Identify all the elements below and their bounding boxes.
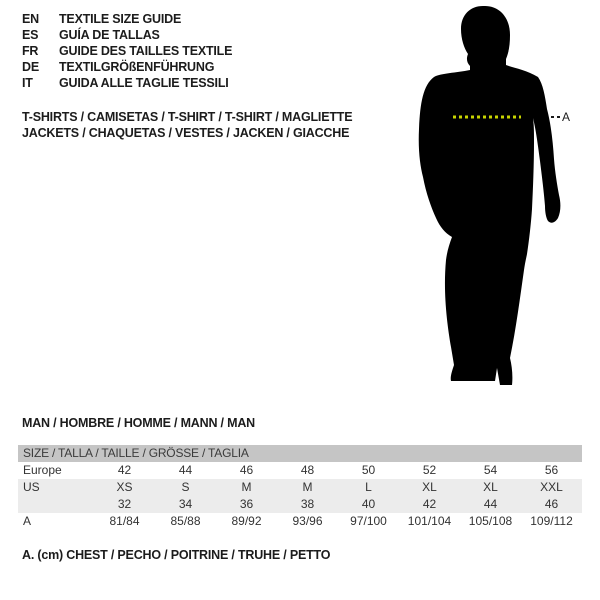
language-label: TEXTILGRÖßENFÜHRUNG: [59, 60, 215, 74]
language-code: EN: [22, 12, 39, 26]
size-cell: 40: [361, 497, 376, 511]
size-cell: XL: [422, 480, 437, 494]
row-label: A: [23, 514, 32, 528]
size-cell: 109/112: [530, 514, 573, 528]
garment-categories: [22, 109, 352, 141]
size-cell: 101/104: [407, 514, 452, 528]
row-label: US: [23, 480, 40, 494]
size-cell: 85/88: [170, 514, 201, 528]
size-cell: 52: [422, 463, 437, 477]
size-cell: 38: [300, 497, 315, 511]
size-cell: M: [302, 480, 313, 494]
language-code: IT: [22, 76, 33, 90]
language-row-es: [22, 27, 232, 43]
size-cell: 93/96: [292, 514, 323, 528]
category-tshirts: T-SHIRTS / CAMISETAS / T-SHIRT / T-SHIRT / MAGLIETTE: [22, 110, 353, 124]
measurement-footnote: A. (cm) CHEST / PECHO / POITRINE / TRUHE / PETTO: [22, 548, 331, 562]
size-cell: 50: [361, 463, 376, 477]
size-cell: XL: [483, 480, 498, 494]
man-silhouette-figure: [406, 4, 570, 396]
size-cell: 44: [178, 463, 193, 477]
language-row-en: [22, 11, 232, 27]
table-row-europe: [18, 462, 582, 479]
language-code: ES: [22, 28, 39, 42]
language-label: GUÍA DE TALLAS: [59, 28, 160, 42]
size-cell: 42: [117, 463, 132, 477]
size-table: [18, 445, 582, 530]
language-row-de: [22, 59, 232, 75]
size-cell: 105/108: [468, 514, 513, 528]
size-cell: 54: [483, 463, 498, 477]
language-code: FR: [22, 44, 39, 58]
size-table-header: SIZE / TALLA / TAILLE / GRÖSSE / TAGLIA: [18, 445, 582, 462]
size-cell: L: [365, 480, 372, 494]
size-cell: XS: [116, 480, 133, 494]
size-cell: 48: [300, 463, 315, 477]
language-row-fr: [22, 43, 232, 59]
size-cell: 36: [239, 497, 254, 511]
row-label: [18, 496, 94, 513]
language-list: [22, 11, 232, 91]
size-cell: 46: [544, 497, 559, 511]
language-row-it: [22, 75, 232, 91]
language-code: DE: [22, 60, 39, 74]
size-cell: 46: [239, 463, 254, 477]
size-cell: 34: [178, 497, 193, 511]
size-cell: XXL: [540, 480, 563, 494]
man-silhouette: [406, 4, 570, 396]
size-cell: 42: [422, 497, 437, 511]
row-label: Europe: [23, 463, 62, 477]
size-cell: M: [241, 480, 252, 494]
size-cell: 97/100: [350, 514, 387, 528]
size-cell: 32: [117, 497, 132, 511]
category-jackets: JACKETS / CHAQUETAS / VESTES / JACKEN / GIACCHE: [22, 126, 350, 140]
language-label: GUIDA ALLE TAGLIE TESSILI: [59, 76, 229, 90]
size-cell: 44: [483, 497, 498, 511]
section-title-man: MAN / HOMBRE / HOMME / MANN / MAN: [22, 416, 255, 430]
chest-measure-label: A: [562, 110, 571, 124]
table-row-us: [18, 479, 582, 496]
size-cell: 81/84: [109, 514, 140, 528]
table-row-chest-a: [18, 513, 582, 530]
table-row-uk: [18, 496, 582, 513]
language-label: TEXTILE SIZE GUIDE: [59, 12, 182, 26]
size-cell: 89/92: [231, 514, 262, 528]
language-label: GUIDE DES TAILLES TEXTILE: [59, 44, 233, 58]
size-cell: 56: [544, 463, 559, 477]
size-cell: S: [181, 480, 190, 494]
